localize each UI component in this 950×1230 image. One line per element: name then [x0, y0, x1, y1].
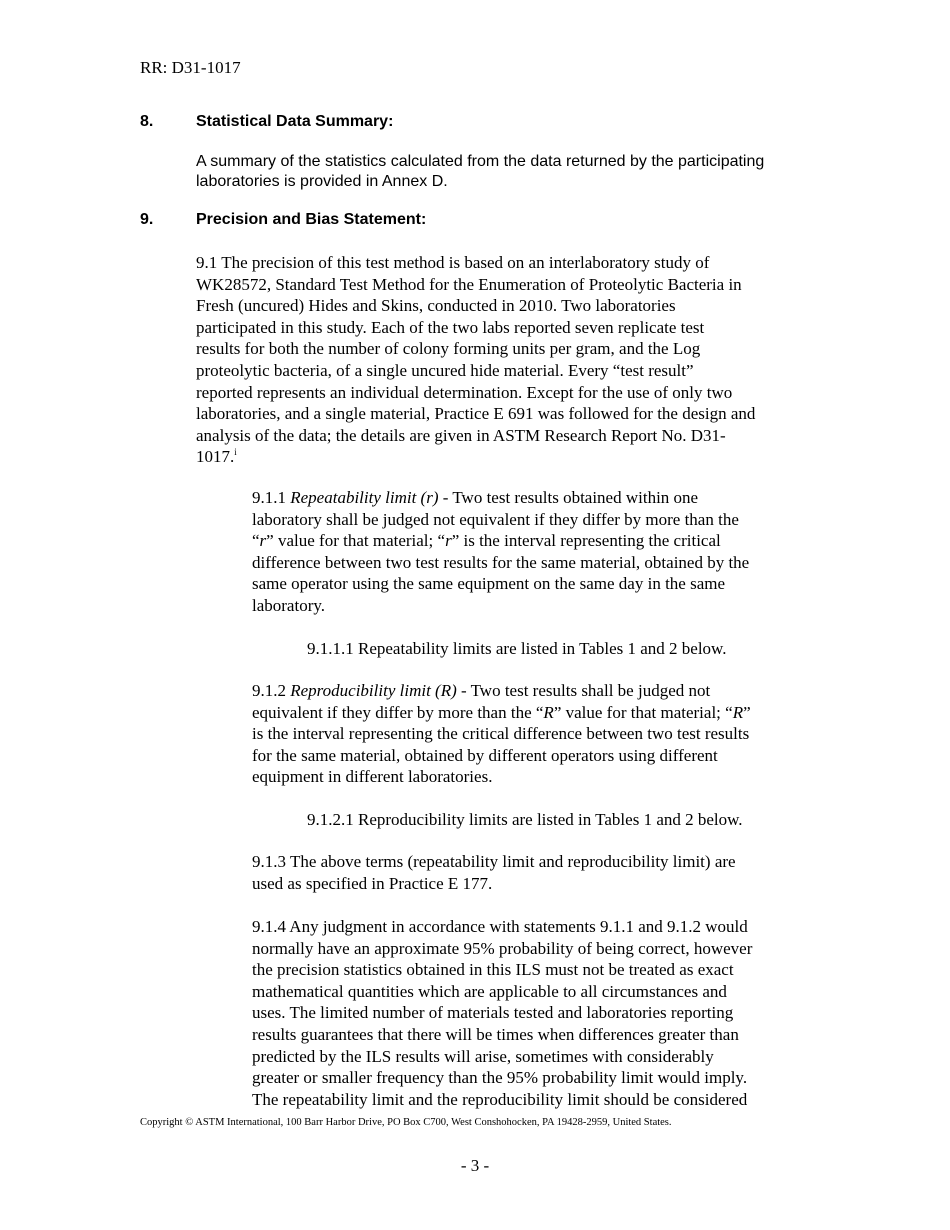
- symbol-r: r: [259, 531, 267, 551]
- section-8-summary: [196, 152, 816, 191]
- line-text: ” value for that material; “: [266, 531, 446, 551]
- paragraph-line: normally have an approximate 95% probability of being correct, however: [252, 938, 753, 958]
- paragraph-line: participated in this study. Each of the two labs reported seven replicate test: [196, 317, 705, 337]
- term-reproducibility-limit: Reproducibility limit (R): [290, 681, 457, 700]
- paragraph-line: proteolytic bacteria, of a single uncured hide material. Every “test result”: [196, 360, 694, 380]
- paragraph-line: laboratories, and a single material, Practice E 691 was followed for the design and: [196, 404, 756, 424]
- paragraph-line: the precision statistics obtained in this ILS must not be treated as exact: [252, 960, 734, 980]
- paragraph-line: 9.1.1.1 Repeatability limits are listed in Tables 1 and 2 below.: [307, 639, 727, 658]
- paragraph-line: laboratory.: [252, 595, 326, 615]
- paragraph-line: predicted by the ILS results will arise, sometimes with considerably: [252, 1046, 714, 1066]
- paragraph-line: results guarantees that there will be times when differences greater than: [252, 1024, 739, 1044]
- paragraph-9-1-3: [252, 851, 812, 894]
- paragraph-line: used as specified in Practice E 177.: [252, 873, 493, 893]
- paragraph-9-1-1-1: [307, 638, 827, 660]
- symbol-R: R: [543, 702, 554, 722]
- paragraph-9-1-2-1: [307, 809, 827, 831]
- symbol-R: R: [732, 702, 744, 722]
- section-8-title: Statistical Data Summary:: [196, 113, 394, 130]
- paragraph-line: difference between two test results for the same material, obtained by the: [252, 552, 750, 572]
- line-text: - Two test results obtained within one: [438, 488, 699, 507]
- paragraph-line: [252, 680, 812, 702]
- section-9-title: Precision and Bias Statement:: [196, 211, 427, 228]
- paragraph-line: mathematical quantities which are applicable to all circumstances and: [252, 981, 727, 1001]
- paragraph-line: analysis of the data; the details are given in ASTM Research Report No. D31-: [196, 425, 726, 445]
- paragraph-line: 9.1.4 Any judgment in accordance with statements 9.1.1 and 9.1.2 would: [252, 917, 748, 936]
- line-text: ” is the interval representing the critical: [451, 531, 721, 551]
- paragraph-9-1-1: [252, 487, 812, 617]
- paragraph-line: results for both the number of colony forming units per gram, and the Log: [196, 339, 701, 359]
- paragraph-line: [252, 487, 812, 509]
- paragraph-line: for the same material, obtained by different operators using different: [252, 745, 718, 765]
- paragraph-line: 9.1 The precision of this test method is based on an interlaboratory study of: [196, 253, 710, 272]
- paragraph-line: The repeatability limit and the reproducibility limit should be considered: [252, 1089, 748, 1109]
- paragraph-line: Fresh (uncured) Hides and Skins, conducted in 2010. Two laboratories: [196, 296, 676, 316]
- paragraph-line: [252, 530, 812, 552]
- paragraph-line: [252, 702, 812, 724]
- term-repeatability-limit: Repeatability limit (r): [290, 488, 439, 507]
- section-9-number: 9.: [140, 211, 154, 228]
- symbol-r: r: [445, 531, 452, 551]
- line-text: equivalent if they differ by more than the “: [252, 702, 544, 722]
- paragraph-9-1-4: [252, 916, 812, 1110]
- clause-number: 9.1.1: [252, 488, 291, 507]
- clause-number: 9.1.2: [252, 681, 291, 700]
- section-8-number: 8.: [140, 113, 154, 130]
- summary-line: A summary of the statistics calculated from the data returned by the participating: [196, 153, 765, 170]
- paragraph-line: is the interval representing the critical difference between two test results: [252, 724, 750, 744]
- line-text: ” value for that material; “: [553, 702, 733, 722]
- line-text: - Two test results shall be judged not: [456, 681, 711, 700]
- paragraph-last-line: 1017.: [196, 447, 235, 467]
- paragraph-line: reported represents an individual determination. Except for the use of only two: [196, 382, 733, 402]
- copyright-footer: Copyright © ASTM International, 100 Barr Harbor Drive, PO Box C700, West Conshohocken, PA 19428-2959, United States.: [140, 1117, 672, 1128]
- footnote-marker: i: [234, 447, 237, 458]
- paragraph-9-1: [196, 252, 816, 468]
- paragraph-line: 9.1.2.1 Reproducibility limits are listed in Tables 1 and 2 below.: [307, 810, 743, 829]
- paragraph-line: WK28572, Standard Test Method for the Enumeration of Proteolytic Bacteria in: [196, 274, 742, 294]
- summary-line: laboratories is provided in Annex D.: [196, 172, 448, 190]
- paragraph-line: laboratory shall be judged not equivalent if they differ by more than the: [252, 509, 739, 529]
- paragraph-line: same operator using the same equipment on the same day in the same: [252, 574, 726, 594]
- line-text: “: [252, 531, 260, 551]
- paragraph-line: greater or smaller frequency than the 95% probability limit would imply.: [252, 1068, 748, 1088]
- paragraph-9-1-2: [252, 680, 812, 788]
- report-id-header: RR: D31-1017: [140, 58, 241, 77]
- line-text: ”: [743, 702, 751, 722]
- paragraph-line: equipment in different laboratories.: [252, 767, 493, 787]
- page-number: - 3 -: [460, 1156, 490, 1175]
- paragraph-line: [196, 446, 816, 468]
- paragraph-line: uses. The limited number of materials tested and laboratories reporting: [252, 1003, 734, 1023]
- paragraph-line: 9.1.3 The above terms (repeatability limit and reproducibility limit) are: [252, 852, 736, 871]
